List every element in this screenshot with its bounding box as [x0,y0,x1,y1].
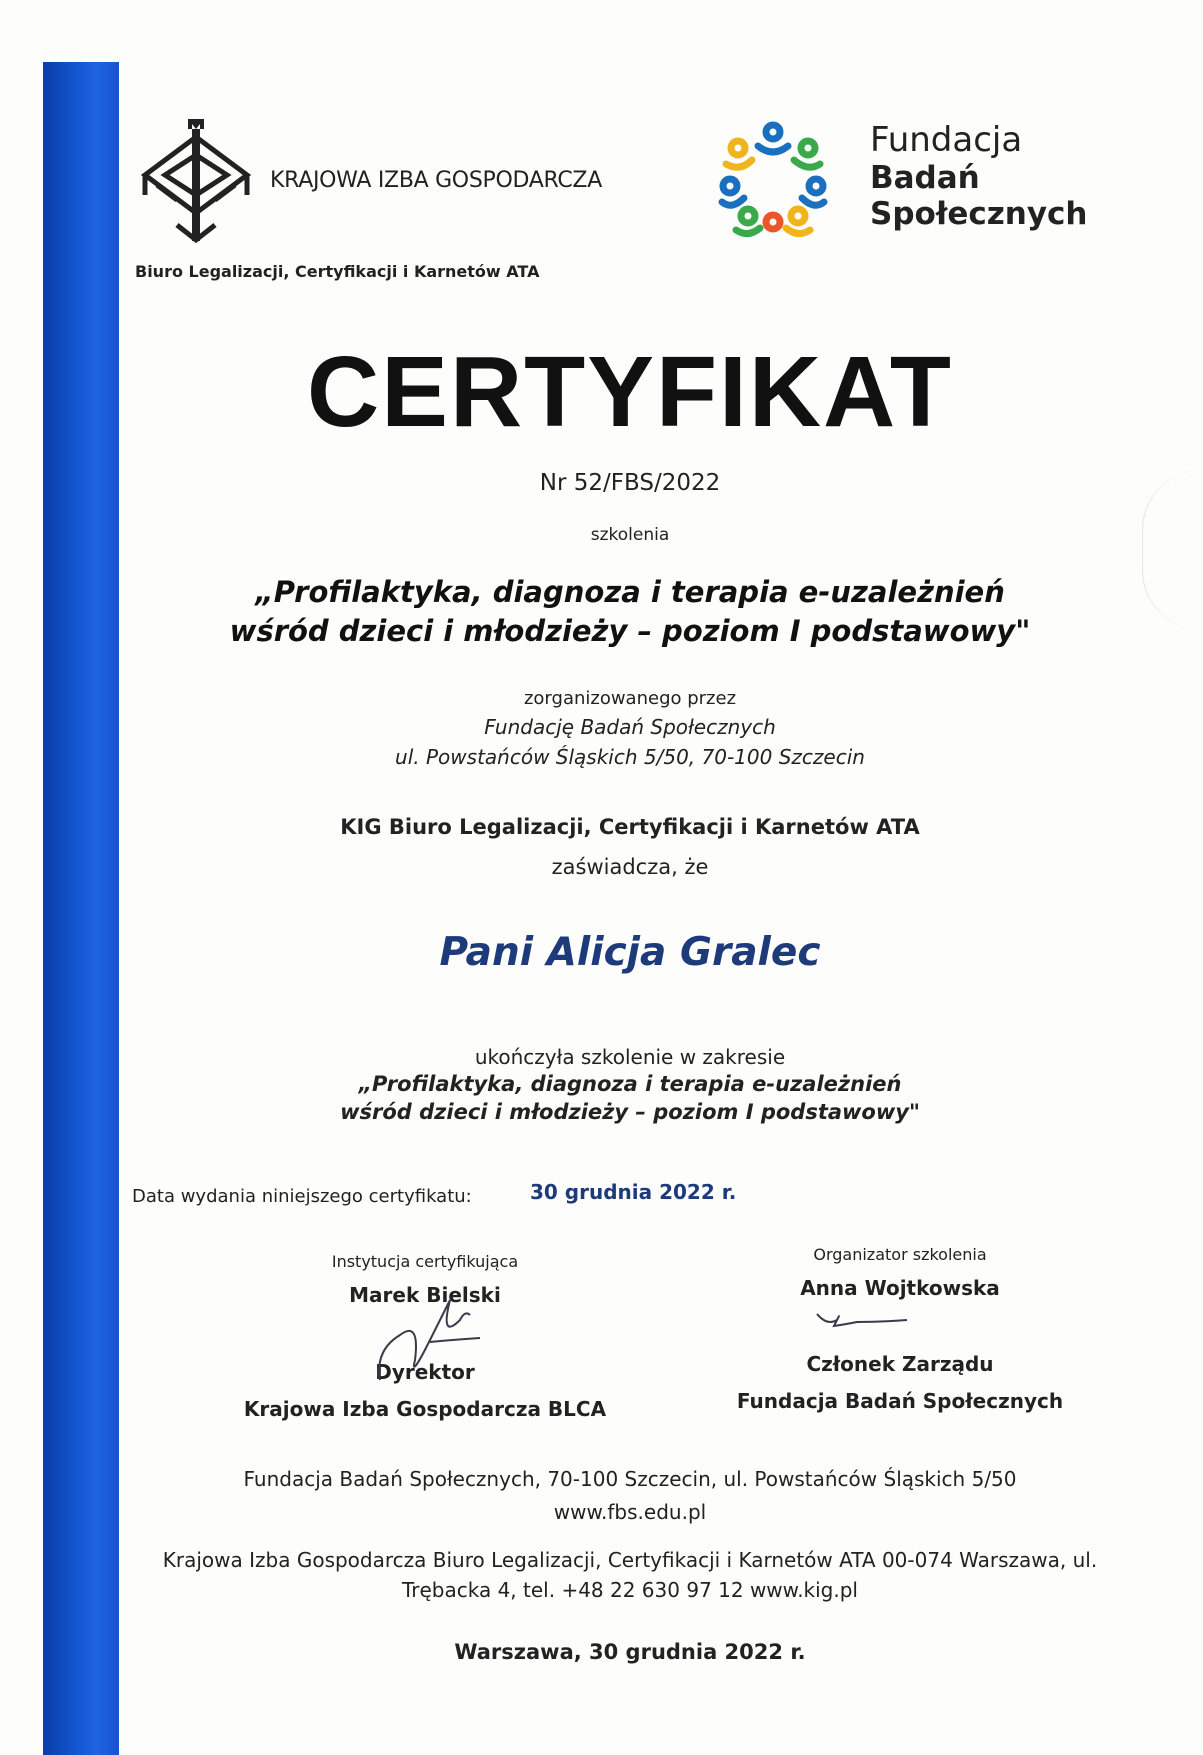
szkolenia-label: szkolenia [590,525,670,545]
course-short-line2: wśród dzieci i młodzieży – poziom I podstawowy" [340,1100,920,1124]
blue-side-band [43,62,119,1755]
kig-logo-icon [137,115,255,245]
training-organizer-label: Organizator szkolenia [813,1245,987,1264]
organizer-address: ul. Powstańców Śląskich 5/50, 70-100 Szczecin [395,745,865,769]
footer-fbs-website: www.fbs.edu.pl [553,1500,707,1524]
certificate-title: CERTYFIKAT [307,336,953,448]
attests-label: zaświadcza, że [551,855,709,879]
place-and-date: Warszawa, 30 grudnia 2022 r. [454,1640,806,1664]
certifying-signatory-role: Dyrektor [375,1360,475,1384]
recipient-name: Pani Alicja Gralec [439,930,821,975]
fbs-name-line1: Fundacja [870,120,1023,160]
course-title-line2: wśród dzieci i młodzieży – poziom I podstawowy" [229,614,1031,648]
organizer-signatory-name: Anna Wojtkowska [800,1276,1000,1300]
organized-label: zorganizowanego przez [523,688,737,709]
kig-name: KRAJOWA IZBA GOSPODARCZA [270,168,602,193]
signature-anna-wojtkowska [812,1308,912,1336]
organizer-signatory-role: Członek Zarządu [806,1352,994,1376]
issue-date-label: Data wydania niniejszego certyfikatu: [132,1186,472,1207]
course-title-line1: „Profilaktyka, diagnoza i terapia e-uzależnień [255,575,1005,609]
course-short-line1: „Profilaktyka, diagnoza i terapia e-uzależnień [358,1072,902,1096]
fbs-name-line3: Społecznych [870,196,1088,232]
attesting-body: KIG Biuro Legalizacji, Certyfikacji i Karnetów ATA [340,815,920,839]
organizer-signatory-org: Fundacja Badań Społecznych [736,1389,1064,1413]
certifying-signatory-org: Krajowa Izba Gospodarcza BLCA [243,1397,607,1421]
organizer-name: Fundację Badań Społecznych [484,715,776,739]
fbs-logo-icon [718,118,828,238]
footer-fbs-address: Fundacja Badań Społecznych, 70-100 Szczecin, ul. Powstańców Śląskich 5/50 [243,1467,1017,1491]
certifying-signatory-name: Marek Bielski [349,1283,501,1307]
fbs-name-line2: Badań [870,160,980,196]
certifying-institution-label: Instytucja certyfikująca [331,1252,519,1271]
completed-label: ukończyła szkolenie w zakresie [474,1045,786,1069]
footer-kig-address-line2: Trębacka 4, tel. +48 22 630 97 12 www.kig.pl [401,1578,858,1602]
footer-kig-address-line1: Krajowa Izba Gospodarcza Biuro Legalizacji, Certyfikacji i Karnetów ATA 00-074 Warszawa, ul. [162,1548,1098,1572]
kig-office: Biuro Legalizacji, Certyfikacji i Karnetów ATA [135,262,540,281]
signature-marek-bielski [370,1280,490,1390]
certificate-number: Nr 52/FBS/2022 [539,470,721,496]
issue-date: 30 grudnia 2022 r. [530,1180,737,1204]
